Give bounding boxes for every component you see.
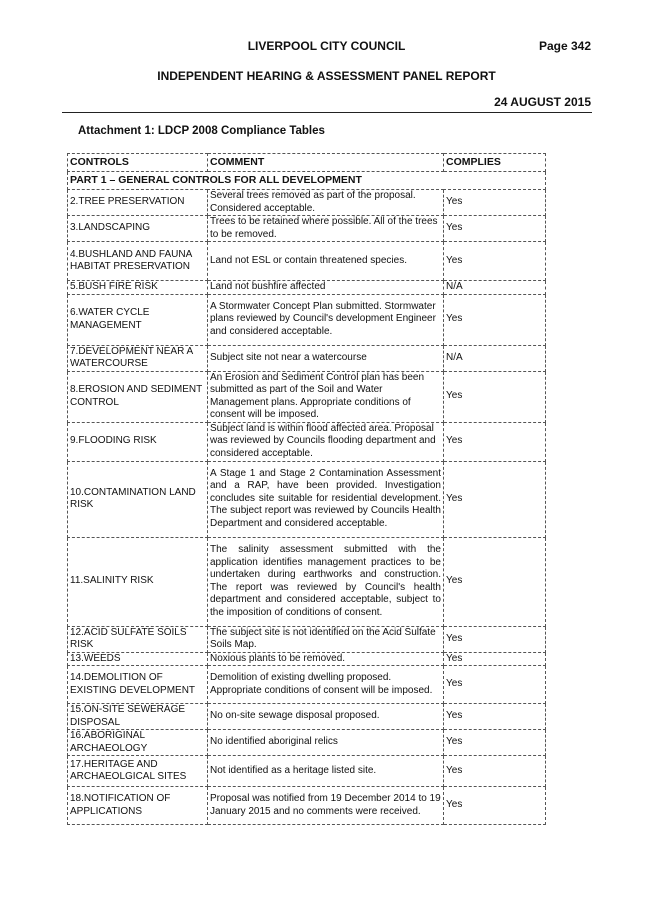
table-row [68,422,546,461]
table-row [68,461,546,537]
control-cell: 17.HERITAGE AND ARCHAEOLGICAL SITES [68,756,208,787]
complies-cell: Yes [444,537,546,626]
page-number: Page 342 [538,39,591,53]
complies-cell: Yes [444,704,546,730]
table-header-row [68,154,546,172]
column-header-comment: COMMENT [208,154,444,172]
complies-cell: Yes [444,626,546,652]
control-cell: 4.BUSHLAND AND FAUNA HABITAT PRESERVATION [68,242,208,281]
table-row [68,371,546,422]
control-cell: 8.EROSION AND SEDIMENT CONTROL [68,371,208,422]
table-row [68,652,546,666]
table-row [68,730,546,756]
part-title: PART 1 – GENERAL CONTROLS FOR ALL DEVELOPMENT [68,172,546,190]
table-row [68,537,546,626]
complies-cell: Yes [444,190,546,216]
comment-cell: No identified aboriginal relics [208,730,444,756]
comment-cell: No on-site sewage disposal proposed. [208,704,444,730]
control-cell: 9.FLOODING RISK [68,422,208,461]
comment-cell: Proposal was notified from 19 December 2014 to 19 January 2015 and no comments were received. [208,787,444,825]
comment-cell: The salinity assessment submitted with the application identifies management practices to be undertaken during earthworks and construction. The report was reviewed by Council's health department and considered acceptable, subject to the imposition of conditions of consent. [208,537,444,626]
column-header-complies: COMPLIES [444,154,546,172]
complies-cell: N/A [444,281,546,295]
complies-cell: Yes [444,422,546,461]
control-cell: 18.NOTIFICATION OF APPLICATIONS [68,787,208,825]
control-cell: 6.WATER CYCLE MANAGEMENT [68,294,208,345]
control-cell: 5.BUSH FIRE RISK [68,281,208,295]
complies-cell: Yes [444,666,546,704]
control-cell: 12.ACID SULFATE SOILS RISK [68,626,208,652]
comment-cell: Subject site not near a watercourse [208,345,444,371]
table-row [68,787,546,825]
table-row [68,190,546,216]
comment-cell: Trees to be retained where possible. All of the trees to be removed. [208,216,444,242]
control-cell: 10.CONTAMINATION LAND RISK [68,461,208,537]
complies-cell: N/A [444,345,546,371]
control-cell: 14.DEMOLITION OF EXISTING DEVELOPMENT [68,666,208,704]
comment-cell: A Stage 1 and Stage 2 Contamination Assessment and a RAP, have been provided. Investigation concludes site suitable for residential development. The subject report was reviewed by Councils Health Department and considered acceptable. [208,461,444,537]
complies-cell: Yes [444,216,546,242]
council-name: LIVERPOOL CITY COUNCIL [247,39,406,53]
control-cell: 2.TREE PRESERVATION [68,190,208,216]
comment-cell: Land not ESL or contain threatened species. [208,242,444,281]
header-divider [62,112,592,113]
report-date: 24 AUGUST 2015 [494,95,591,109]
table-row [68,216,546,242]
comment-cell: Subject land is within flood affected area. Proposal was reviewed by Councils flooding department and considered acceptable. [208,422,444,461]
table-row [68,666,546,704]
table-row [68,242,546,281]
part-title-row [68,172,546,190]
comment-cell: The subject site is not identified on the Acid Sulfate Soils Map. [208,626,444,652]
control-cell: 3.LANDSCAPING [68,216,208,242]
complies-cell: Yes [444,294,546,345]
comment-cell: Demolition of existing dwelling proposed. Appropriate conditions of consent will be imposed. [208,666,444,704]
report-title: INDEPENDENT HEARING & ASSESSMENT PANEL REPORT [157,69,496,83]
complies-cell: Yes [444,730,546,756]
compliance-table [67,153,546,825]
complies-cell: Yes [444,242,546,281]
comment-cell: A Stormwater Concept Plan submitted. Stormwater plans reviewed by Council's development Engineer and considered acceptable. [208,294,444,345]
complies-cell: Yes [444,652,546,666]
comment-cell: Noxious plants to be removed. [208,652,444,666]
table-row [68,281,546,295]
column-header-controls: CONTROLS [68,154,208,172]
complies-cell: Yes [444,371,546,422]
complies-cell: Yes [444,756,546,787]
control-cell: 11.SALINITY RISK [68,537,208,626]
table-row [68,626,546,652]
table-row [68,345,546,371]
table-row [68,756,546,787]
complies-cell: Yes [444,787,546,825]
table-row [68,704,546,730]
comment-cell: An Erosion and Sediment Control plan has been submitted as part of the Soil and Water Management plans. Appropriate conditions of consent will be imposed. [208,371,444,422]
control-cell: 7.DEVELOPMENT NEAR A WATERCOURSE [68,345,208,371]
control-cell: 15.ON-SITE SEWERAGE DISPOSAL [68,704,208,730]
control-cell: 13.WEEDS [68,652,208,666]
complies-cell: Yes [444,461,546,537]
comment-cell: Not identified as a heritage listed site. [208,756,444,787]
table-row [68,294,546,345]
attachment-title: Attachment 1: LDCP 2008 Compliance Tables [78,125,325,137]
control-cell: 16.ABORIGINAL ARCHAEOLOGY [68,730,208,756]
comment-cell: Land not bushfire affected [208,281,444,295]
comment-cell: Several trees removed as part of the proposal. Considered acceptable. [208,190,444,216]
